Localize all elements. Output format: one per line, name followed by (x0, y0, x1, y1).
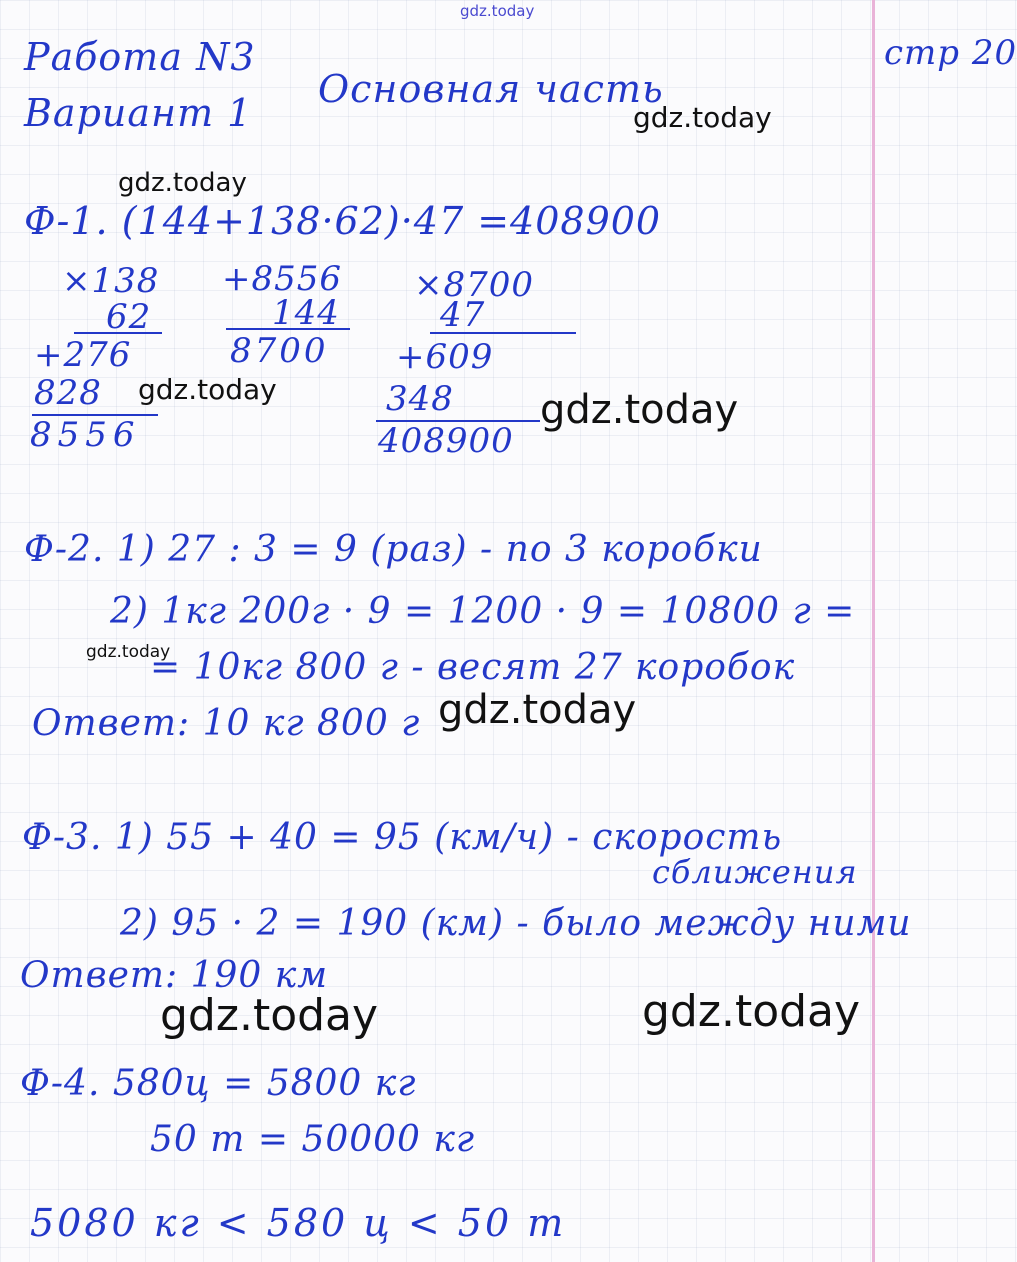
col2-result: 8700 (230, 331, 329, 371)
col2-top: +8556 (222, 259, 343, 299)
col1-partial2: 828 (34, 373, 102, 413)
task3-step1: Ф-3. 1) 55 + 40 = 95 (км/ч) - скорость (22, 817, 783, 858)
col3-rule (430, 332, 576, 334)
watermark-top: gdz.today (460, 2, 535, 20)
col2-rule (226, 328, 350, 330)
task3-answer: Ответ: 190 км (20, 955, 329, 996)
col1-rule (74, 332, 162, 334)
task2-step2-continued: = 10кг 800 г - весят 27 коробок (150, 647, 796, 688)
task3-step1-continued: сближения (652, 853, 858, 891)
work-title: Работа N3 (24, 35, 256, 79)
col2-addend: 144 (272, 293, 340, 333)
task4-line1: Ф-4. 580ц = 5800 кг (20, 1063, 417, 1104)
task2-step1: Ф-2. 1) 27 : 3 = 9 (раз) - по 3 коробки (24, 529, 763, 570)
task1-expression: Ф-1. (144+138·62)·47 =408900 (24, 199, 662, 243)
task2-step2: 2) 1кг 200г · 9 = 1200 · 9 = 10800 г = (110, 591, 856, 632)
col1-multiplier: 62 (106, 297, 152, 337)
task3-step2: 2) 95 · 2 = 190 (км) - было между ними (120, 903, 912, 944)
watermark: gdz.today (540, 387, 739, 433)
watermark: gdz.today (118, 168, 247, 198)
watermark: gdz.today (438, 687, 637, 733)
col1-result: 8556 (30, 415, 141, 455)
task4-line2: 50 т = 50000 кг (150, 1119, 476, 1160)
task4-comparison: 5080 кг < 580 ц < 50 т (30, 1201, 567, 1245)
col3-partial1: +609 (396, 337, 494, 377)
col1-top: ×138 (62, 261, 160, 301)
watermark: gdz.today (642, 986, 861, 1037)
col1-partial1: +276 (34, 335, 132, 375)
col3-result: 408900 (378, 421, 514, 461)
page-reference: стр 20 (884, 33, 1017, 73)
col3-multiplier: 47 (440, 295, 486, 335)
col3-partial2: 348 (386, 379, 454, 419)
part-title: Основная часть (318, 67, 664, 111)
task2-answer: Ответ: 10 кг 800 г (32, 703, 421, 744)
col3-top: ×8700 (414, 265, 535, 305)
watermark: gdz.today (138, 373, 277, 406)
margin-line (872, 0, 875, 1262)
watermark: gdz.today (160, 990, 379, 1041)
watermark: gdz.today (633, 101, 772, 134)
variant-label: Вариант 1 (24, 91, 253, 135)
watermark: gdz.today (86, 642, 171, 662)
